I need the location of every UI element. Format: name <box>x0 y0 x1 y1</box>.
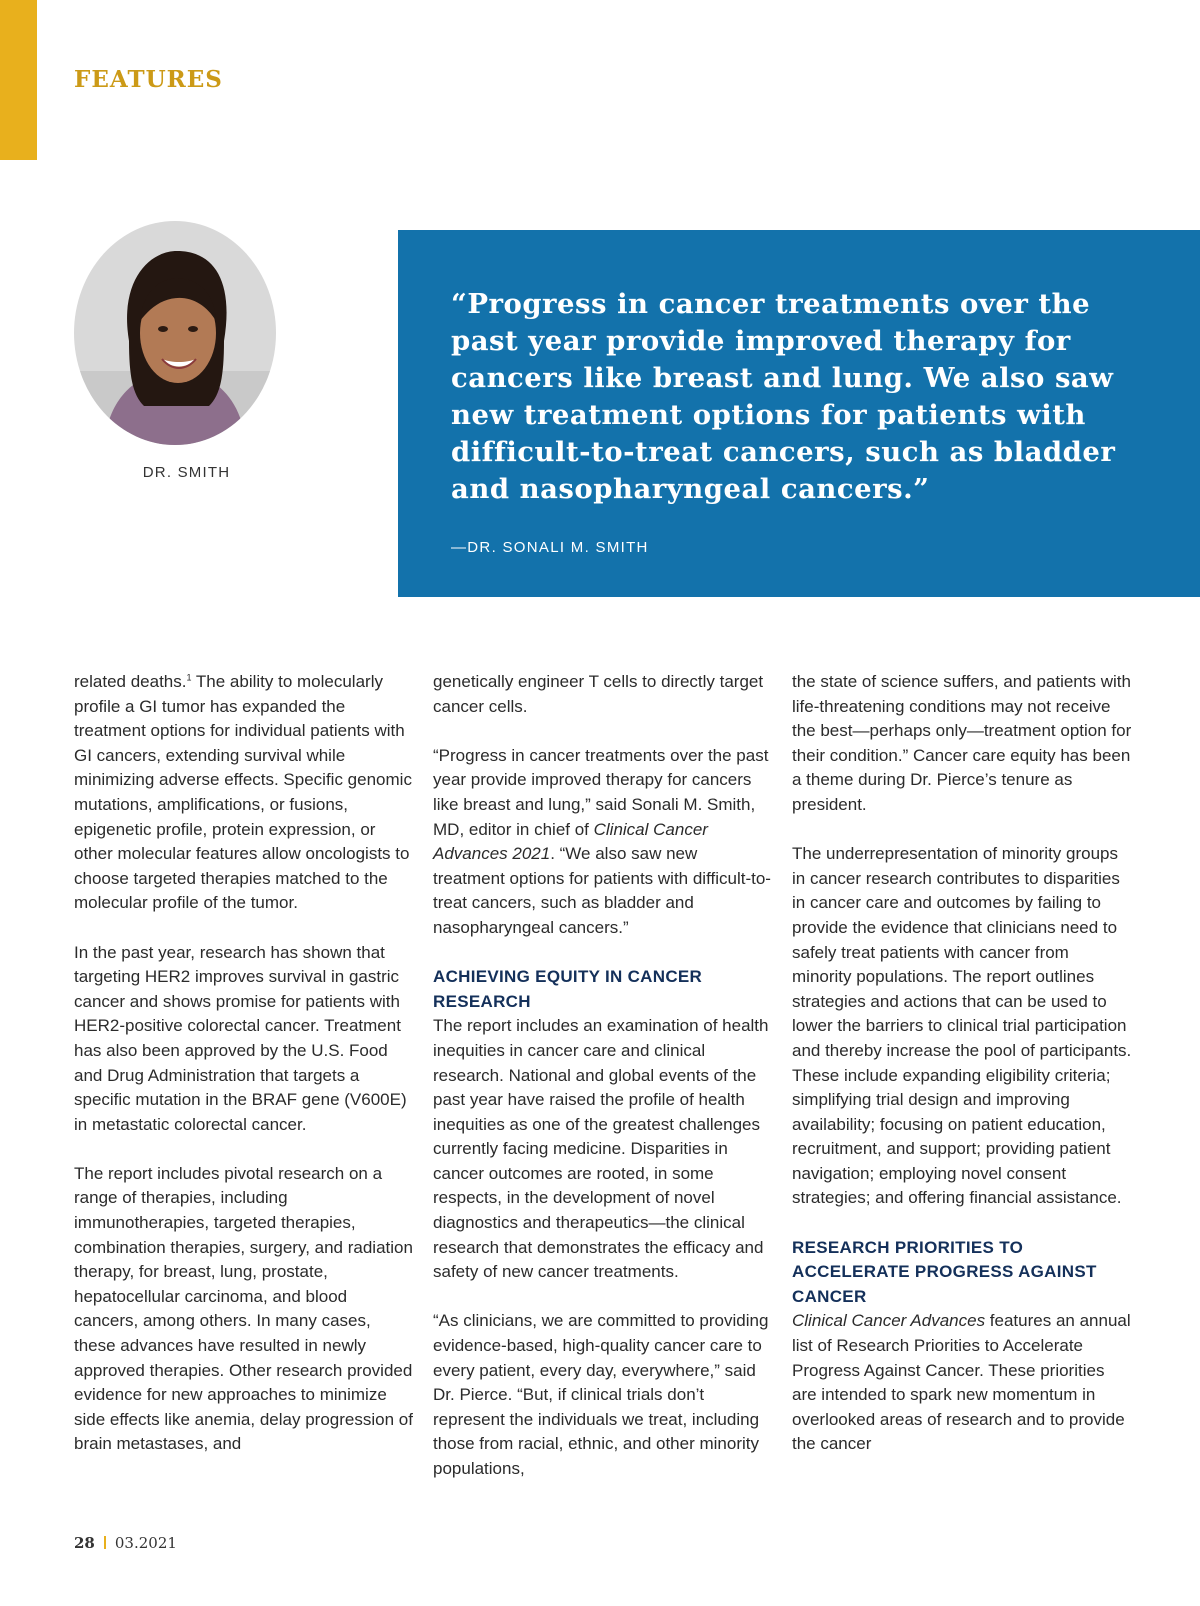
portrait <box>74 221 276 445</box>
paragraph: Clinical Cancer Advances features an annual list of Research Priorities to Accelerate Progress Against Cancer. These priorities are intended to spark new momentum in overlooked areas of research and to provide the cancer <box>792 1311 1131 1454</box>
paragraph: The underrepresentation of minority groups in cancer research contributes to disparities in cancer care and outcomes by failing to provide the evidence that clinicians need to safely treat patients with cancer from minority populations. The report outlines strategies and actions that can be used to lower the barriers to clinical trial participation and thereby increase the pool of participants. These include expanding eligibility criteria; simplifying trial design and improving availability; focusing on patient education, recruitment, and support; providing patient navigation; employing novel consent strategies; and offering financial assistance. <box>792 844 1132 1208</box>
portrait-photo <box>74 221 276 445</box>
article-column-3 <box>792 670 1132 1482</box>
footer-divider <box>104 1536 106 1549</box>
subheading-equity: ACHIEVING EQUITY IN CANCER RESEARCH <box>433 967 703 1011</box>
pull-quote-attribution: —DR. SONALI M. SMITH <box>451 539 649 556</box>
page-number: 28 <box>74 1534 95 1552</box>
paragraph: “Progress in cancer treatments over the past year provide improved therapy for cancers like breast and lung,” said Sonali M. Smith, MD, editor in chief of Clinical Cancer Advances 2021. “We also saw new treatment options for patients with difficult-to-treat cancers, such as bladder and nasopharyngeal cancers.” <box>433 745 771 937</box>
portrait-caption: DR. SMITH <box>142 464 231 481</box>
article-column-2 <box>433 670 773 1506</box>
paragraph: related deaths.$^1$ The ability to molecularly profile a GI tumor has expanded the treatment options for individual patients with GI cancers, extending survival while minimizing adverse effects. Specific genomic mutations, amplifications, or fusions, epigenetic profile, protein expression, or other molecular features allow oncologists to choose targeted therapies matched to the molecular profile of the tumor. <box>74 672 412 913</box>
paragraph: the state of science suffers, and patients with life-threatening conditions may not receive the best—perhaps only—treatment option for their condition.” Cancer care equity has been a theme during Dr. Pierce’s tenure as president. <box>792 672 1132 814</box>
section-label: FEATURES <box>74 66 223 93</box>
paragraph: The report includes pivotal research on a range of therapies, including immunotherapies, targeted therapies, combination therapies, surgery, and radiation therapy, for breast, lung, prostate, hepatocellular carcinoma, and blood cancers, among others. In many cases, these advances have resulted in newly approved therapies. Other research provided evidence for new approaches to minimize side effects like anemia, delay progression of brain metastases, and <box>74 1163 413 1454</box>
accent-tab-bar <box>0 0 37 160</box>
article-column-1 <box>74 670 414 1482</box>
paragraph: In the past year, research has shown that targeting HER2 improves survival in gastric cancer and shows promise for patients with HER2-positive colorectal cancer. Treatment has also been approved by the U.S. Food and Drug Administration that targets a specific mutation in the BRAF gene (V600E) in metastatic colorectal cancer. <box>74 942 407 1134</box>
paragraph: genetically engineer T cells to directly target cancer cells. <box>433 672 764 716</box>
footnote-ref: 1 <box>186 672 192 683</box>
page-footer <box>74 1534 177 1552</box>
issue-date: 03.2021 <box>114 1534 177 1552</box>
paragraph: The report includes an examination of health inequities in cancer care and clinical research. National and global events of the past year have raised the profile of health inequities as one of the greatest challenges currently facing medicine. Disparities in cancer outcomes are rooted, in some respects, in the development of novel diagnostics and therapeutics—the clinical research that demonstrates the efficacy and safety of new cancer treatments. <box>433 1016 769 1282</box>
subheading-research-priorities: RESEARCH PRIORITIES TO ACCELERATE PROGRESS AGAINST CANCER <box>792 1237 1097 1306</box>
paragraph: “As clinicians, we are committed to providing evidence-based, high-quality cancer care to every patient, every day, everywhere,” said Dr. Pierce. “But, if clinical trials don’t represent the individuals we treat, including those from racial, ethnic, and other minority populations, <box>433 1311 769 1478</box>
pull-quote-box <box>398 230 1200 597</box>
pull-quote-text: “Progress in cancer treatments over the past year provide improved therapy for cancers like breast and lung. We also saw new treatment options for patients with difficult-to-treat cancers, such as bladder and nasopharyngeal cancers.” <box>451 288 1116 505</box>
